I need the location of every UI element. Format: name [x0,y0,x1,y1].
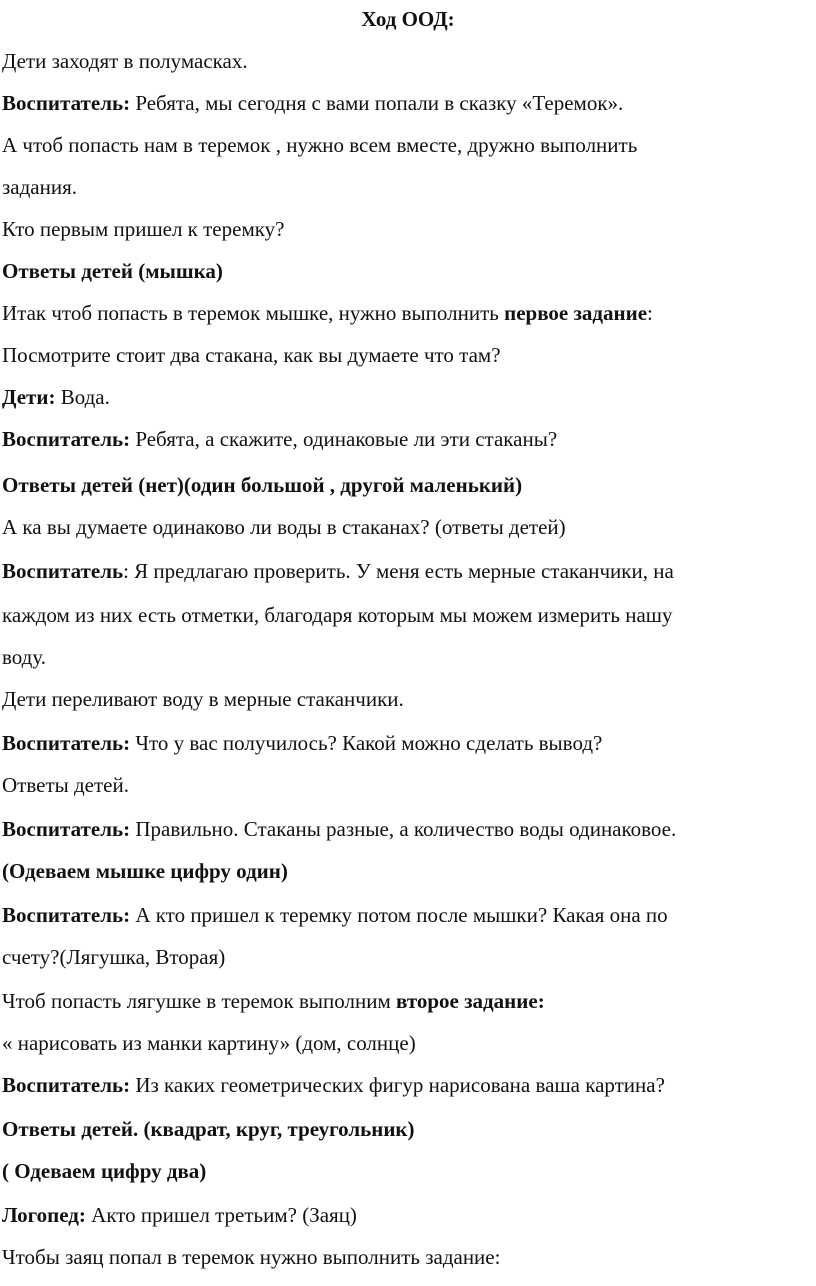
paragraph-bold [2,1116,415,1142]
paragraph [2,384,110,410]
speaker-label: Воспитатель: [2,817,131,841]
speaker-label: Воспитатель: [2,903,131,927]
paragraph [2,300,653,326]
paragraph-text: : Я предлагаю проверить. У меня есть мерные стаканчики, на [123,559,674,583]
paragraph [2,988,545,1014]
paragraph: « нарисовать из манки картину» (дом, солнце) [2,1031,416,1055]
answer-heading: Ответы детей (нет)(один большой , другой маленький) [2,473,523,497]
paragraph-bold [2,858,288,884]
paragraph: А чтоб попасть нам в теремок , нужно всем вместе, дружно выполнить [2,133,638,157]
paragraph: А ка вы думаете одинаково ли воды в стаканах? (ответы детей) [2,515,566,539]
paragraph-text: Ребята, а скажите, одинаковые ли эти стаканы? [130,427,558,451]
paragraph: Посмотрите стоит два стакана, как вы думаете что там? [2,343,501,367]
paragraph: Ответы детей. [2,773,129,797]
paragraph-text: Акто пришел третьим? (Заяц) [85,1203,357,1227]
paragraph-text: Правильно. Стаканы разные, а количество воды одинаковое. [130,817,677,841]
answer-heading: Ответы детей. (квадрат, круг, треугольник) [2,1117,415,1141]
paragraph: каждом из них есть отметки, благодаря которым мы можем измерить нашу [2,603,673,627]
speaker-label: Воспитатель: [2,427,131,451]
action-note: ( Одеваем цифру два) [2,1159,207,1183]
speaker-label: Воспитатель: [2,1073,131,1097]
paragraph [2,558,674,584]
paragraph [2,1072,665,1098]
speaker-label: Воспитатель: [2,91,131,115]
speaker-label: Воспитатель [2,559,124,583]
paragraph-text: Итак чтоб попасть в теремок мышке, нужно выполнить [2,301,505,325]
paragraph-text: Вода. [55,385,110,409]
paragraph-bold [2,258,223,284]
paragraph: Кто первым пришел к теремку? [2,217,285,241]
paragraph: задания. [2,175,78,199]
paragraph-text: Из каких геометрических фигур нарисована ваша картина? [130,1073,665,1097]
paragraph-text: А кто пришел к теремку потом после мышки? Какая она по [130,903,668,927]
paragraph [2,426,557,452]
paragraph-text: Что у вас получилось? Какой можно сделать вывод? [130,731,603,755]
task-label: второе задание: [396,989,545,1013]
paragraph: счету?(Лягушка, Вторая) [2,945,226,969]
speaker-label: Воспитатель: [2,731,131,755]
paragraph-bold [2,1158,206,1184]
answer-heading: Ответы детей (мышка) [2,259,223,283]
task-label: первое задание [504,301,648,325]
paragraph-text: Ребята, мы сегодня с вами попали в сказку «Теремок». [130,91,624,115]
paragraph [2,816,676,842]
paragraph-bold [2,472,522,498]
speaker-label: Логопед: [2,1203,86,1227]
paragraph: Дети заходят в полумасках. [2,49,248,73]
paragraph: Чтобы заяц попал в теремок нужно выполнить задание: [2,1245,501,1269]
speaker-label: Дети: [2,385,56,409]
paragraph-text: Чтоб попасть лягушке в теремок выполним [2,989,396,1013]
document-title: Ход ООД: [361,7,455,31]
paragraph [2,730,602,756]
paragraph-text: : [647,301,653,325]
paragraph: воду. [2,645,46,669]
action-note: (Одеваем мышке цифру один) [2,859,288,883]
paragraph [2,902,668,928]
paragraph [2,90,623,116]
paragraph [2,1202,357,1228]
paragraph: Дети переливают воду в мерные стаканчики. [2,687,404,711]
